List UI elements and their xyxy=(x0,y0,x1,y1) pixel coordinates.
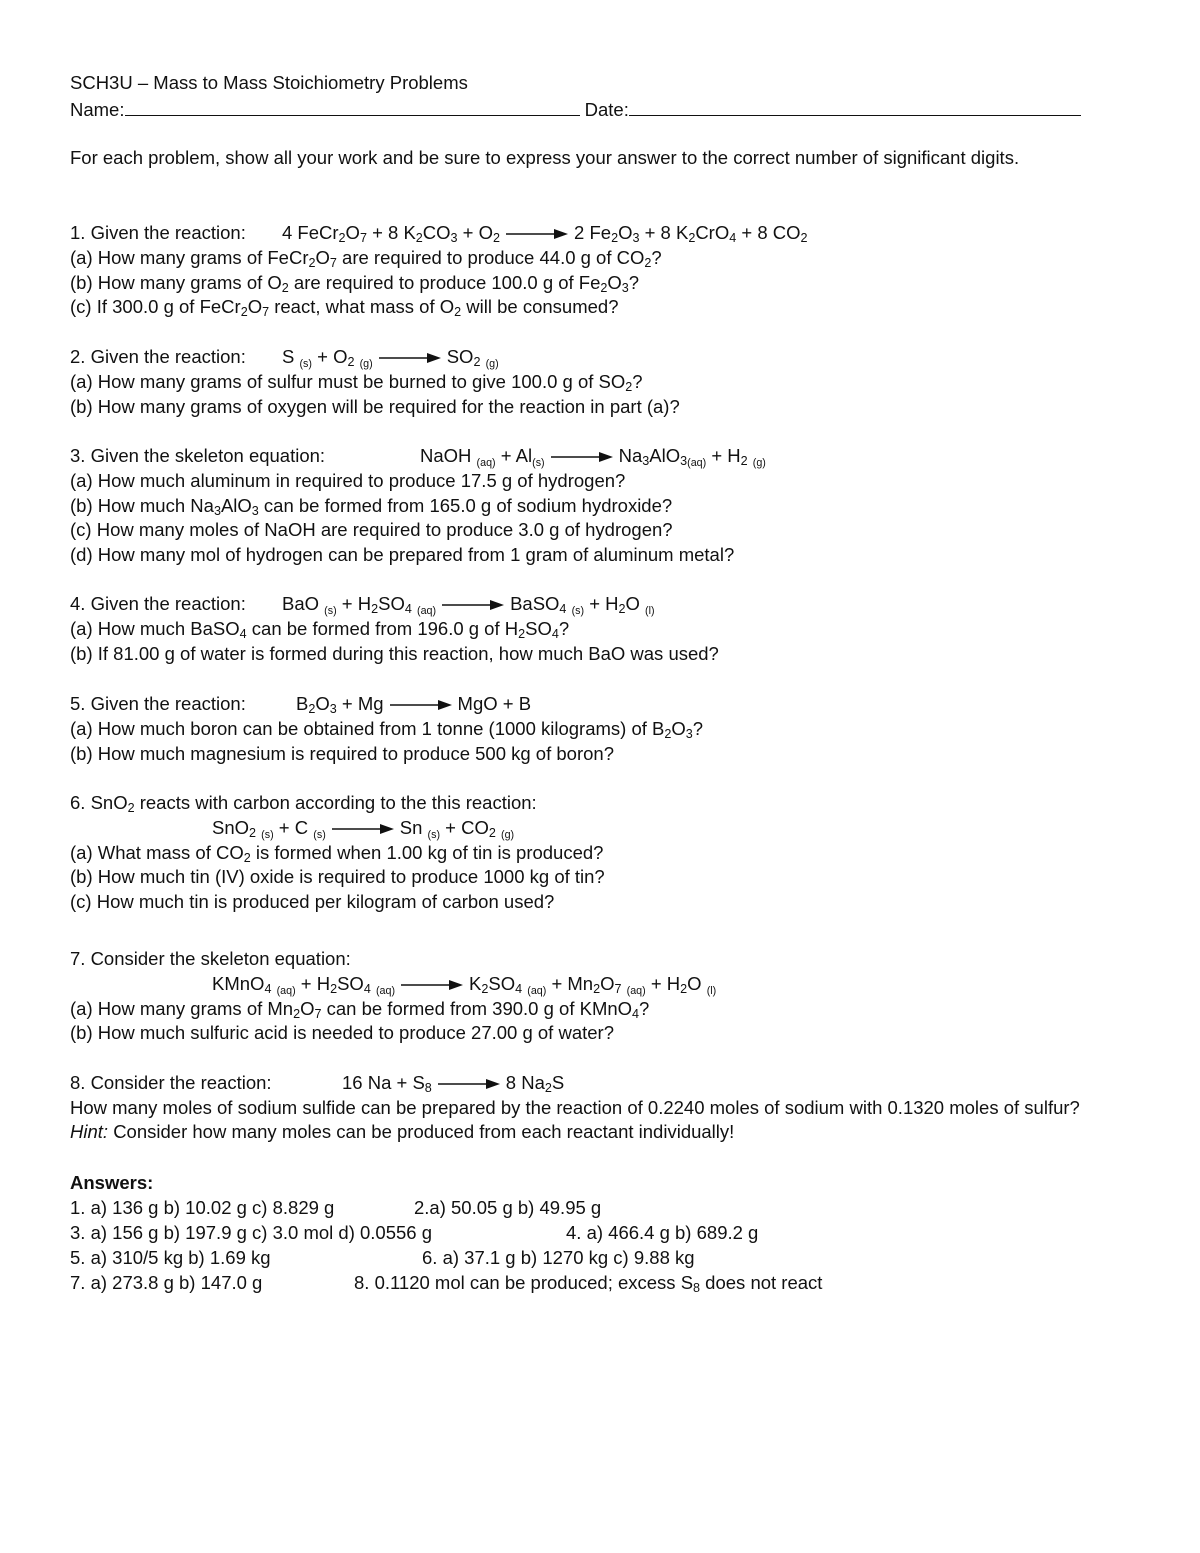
problem-3-heading xyxy=(70,444,1130,468)
problem-2-heading xyxy=(70,345,1130,369)
problem-3-part: (c) How many moles of NaOH are required to produce 3.0 g of hydrogen? xyxy=(70,519,673,541)
answer-item: 1. a) 136 g b) 10.02 g c) 8.829 g xyxy=(70,1197,335,1218)
equation-products: $SO_2$ $_{(g)}$ xyxy=(446,346,499,370)
reaction-arrow-icon xyxy=(379,352,441,364)
problem-7-part: (a) How many grams of $Mn_2O_7$ can be formed from 390.0 g of KMnO$_4$? xyxy=(70,997,650,1021)
date-blank xyxy=(629,97,1081,116)
reaction-arrow-icon xyxy=(506,228,568,240)
answers-line-4 xyxy=(70,1271,1130,1295)
date-label: Date: xyxy=(584,99,629,120)
name-label: Name: xyxy=(70,99,125,120)
reaction-arrow-icon xyxy=(442,599,504,611)
answer-item: 5. a) 310/5 kg b) 1.69 kg xyxy=(70,1247,271,1268)
answer-item: 6. a) 37.1 g b) 1270 kg c) 9.88 kg xyxy=(422,1247,695,1268)
problem-1-part: (b) How many grams of $O_2$ are required to produce 100.0 g of $Fe_2O_3$? xyxy=(70,271,640,295)
equation-products: MgO + B xyxy=(457,693,532,714)
problem-4-part: (b) If 81.00 g of water is formed during this reaction, how much BaO was used? xyxy=(70,642,719,664)
equation-reactants: S $_{(s)} + O_2$ $_{(g)}$ xyxy=(282,346,373,370)
problem-1-part: (a) How many grams of $FeCr_2O_7$ are required to produce 44.0 g of $CO_2$? xyxy=(70,246,662,270)
problem-7-equation xyxy=(212,972,1130,996)
equation-products: $Na_3AlO_{3(aq)} + H_2$ $_{(g)}$ xyxy=(618,445,766,469)
problem-intro: 8. Consider the reaction: xyxy=(70,1072,272,1093)
answers-line-1 xyxy=(70,1196,1130,1220)
problem-3-part: (b) How much $Na_3AlO_3$ can be formed from 165.0 g of sodium hydroxide? xyxy=(70,494,673,518)
problem-6-part: (b) How much tin (IV) oxide is required to produce 1000 kg of tin? xyxy=(70,866,605,888)
answer-item: 2.a) 50.05 g b) 49.95 g xyxy=(414,1197,602,1218)
problem-5-part: (b) How much magnesium is required to produce 500 kg of boron? xyxy=(70,742,614,764)
reaction-arrow-icon xyxy=(401,979,463,991)
problem-intro: 4. Given the reaction: xyxy=(70,593,246,614)
equation-products: 2 $Fe_2O_3 + 8$ $K_2CrO_4 + 8$ $CO_2$ xyxy=(574,222,808,246)
equation-reactants: 16 $Na + S_8$ xyxy=(342,1072,432,1096)
problem-4-heading xyxy=(70,592,1130,616)
equation-products: $K_2SO_4$ $_{(aq)} + Mn_2O_7$ $_{(aq)} + H_2O$ $_{(l)}$ xyxy=(469,972,717,997)
problem-5-heading xyxy=(70,692,1130,716)
problem-1-part: (c) If 300.0 g of $FeCr_2O_7$ react, what mass of $O_2$ will be consumed? xyxy=(70,296,619,320)
problem-8-question xyxy=(70,1096,1130,1144)
problem-1-heading xyxy=(70,221,1130,245)
reaction-arrow-icon xyxy=(390,699,452,711)
equation-products: Sn $_{(s)} + CO_2$ $_{(g)}$ xyxy=(399,816,515,841)
problem-intro: 1. Given the reaction: xyxy=(70,222,246,243)
reaction-arrow-icon xyxy=(438,1078,500,1090)
reaction-arrow-icon xyxy=(551,451,613,463)
reaction-arrow-icon xyxy=(332,823,394,835)
problem-7-part: (b) How much sulfuric acid is needed to produce 27.00 g of water? xyxy=(70,1022,614,1044)
problem-intro: 5. Given the reaction: xyxy=(70,693,246,714)
hint-text: Consider how many moles can be produced from each reactant individually! xyxy=(113,1120,735,1142)
problem-intro: 7. Consider the skeleton equation: xyxy=(70,948,351,969)
problem-2-part: (b) How many grams of oxygen will be required for the reaction in part (a)? xyxy=(70,395,680,417)
problem-7-heading xyxy=(70,947,1130,971)
equation-products: BaSO$_4$ $_{(s)} + H_2O$ $_{(l)}$ xyxy=(510,593,655,617)
name-date-line xyxy=(70,97,1130,122)
equation-reactants: KMnO$_4$ $_{(aq)} + H_2SO_4$ $_{(aq)}$ xyxy=(212,972,396,997)
answer-item: 8. 0.1120 mol can be produced; excess $S_8$ does not react xyxy=(354,1272,823,1296)
problem-intro: 2. Given the reaction: xyxy=(70,346,246,367)
problem-3-part: (d) How many mol of hydrogen can be prepared from 1 gram of aluminum metal? xyxy=(70,544,735,566)
instructions: For each problem, show all your work and be sure to express your answer to the correct number of significant digits. xyxy=(70,147,1020,168)
problem-8-heading xyxy=(70,1071,1130,1095)
problem-intro: 3. Given the skeleton equation: xyxy=(70,445,326,466)
problem-4-part: (a) How much BaSO$_4$ can be formed from 196.0 g of $H_2SO_4$? xyxy=(70,617,570,641)
problem-6-part: (c) How much tin is produced per kilogram of carbon used? xyxy=(70,891,555,913)
answer-item: 3. a) 156 g b) 197.9 g c) 3.0 mol d) 0.0556 g xyxy=(70,1222,433,1243)
equation-reactants: SnO$_2$ $_{(s)}$ + C $_{(s)}$ xyxy=(212,816,326,841)
problem-6-heading xyxy=(70,791,1130,815)
answers-line-3 xyxy=(70,1246,1130,1270)
equation-products: 8 $Na_2S$ xyxy=(505,1072,565,1096)
answers-line-2 xyxy=(70,1221,1130,1245)
answers-heading: Answers: xyxy=(70,1172,154,1193)
equation-reactants: BaO $_{(s)} + H_2SO_4$ $_{(aq)}$ xyxy=(282,593,437,617)
worksheet-title: SCH3U – Mass to Mass Stoichiometry Problems xyxy=(70,72,468,93)
answer-item: 4. a) 466.4 g b) 689.2 g xyxy=(566,1222,759,1243)
equation-reactants: $B_2O_3 + Mg$ xyxy=(296,693,384,717)
hint-label: Hint: xyxy=(70,1120,109,1142)
problem-6-equation xyxy=(212,816,1130,840)
equation-reactants: 4 $FeCr_2O_7 + 8$ $K_2CO_3 + O_2$ xyxy=(282,222,501,246)
problem-2-part: (a) How many grams of sulfur must be burned to give 100.0 g of $SO_2$? xyxy=(70,370,643,394)
answer-item: 7. a) 273.8 g b) 147.0 g xyxy=(70,1272,263,1293)
problem-intro: 6. SnO$_2$ reacts with carbon according to the this reaction: xyxy=(70,792,537,816)
problem-5-part: (a) How much boron can be obtained from 1 tonne (1000 kilograms) of $B_2O_3$? xyxy=(70,717,704,741)
problem-6-part: (a) What mass of $CO_2$ is formed when 1.00 kg of tin is produced? xyxy=(70,841,604,865)
problem-3-part: (a) How much aluminum in required to produce 17.5 g of hydrogen? xyxy=(70,469,626,491)
name-blank xyxy=(125,97,580,116)
problem-question: How many moles of sodium sulfide can be prepared by the reaction of 0.2240 moles of sodium with 0.1320 moles of sulfur? xyxy=(70,1096,1080,1118)
equation-reactants: NaOH $_{(aq)} + Al_{(s)}$ xyxy=(420,445,545,469)
